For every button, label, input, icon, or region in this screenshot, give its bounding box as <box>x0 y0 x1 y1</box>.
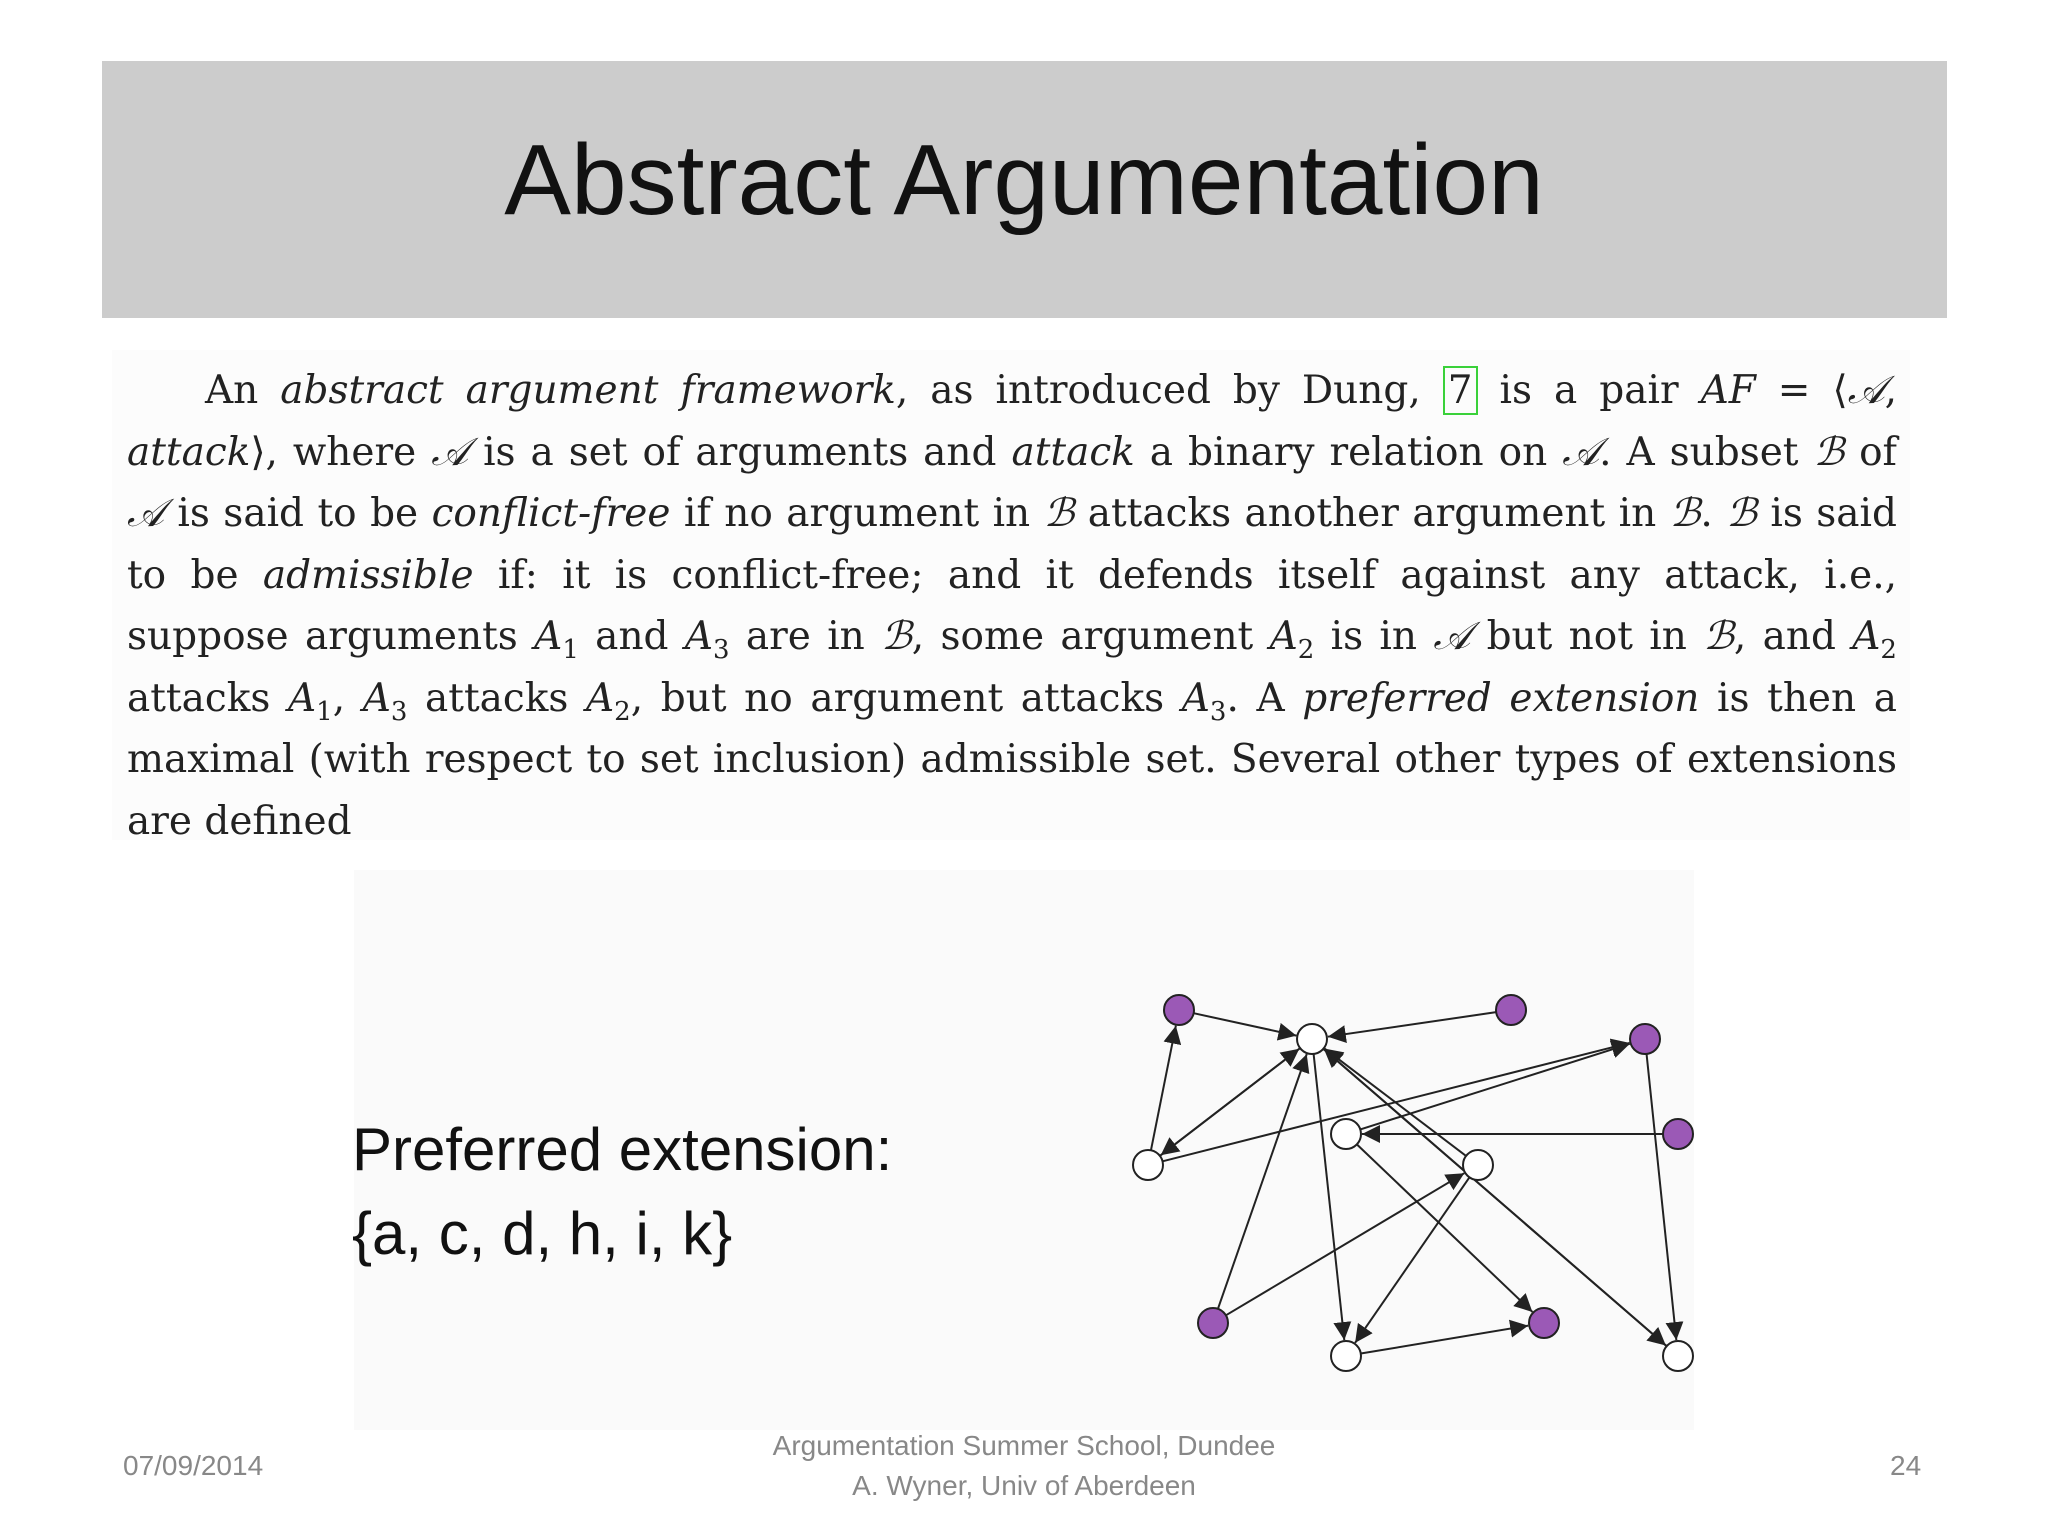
paper-text: . A <box>1226 675 1303 721</box>
paper-text: attacks another argument in <box>1074 491 1670 536</box>
footer-author: A. Wyner, Univ of Aberdeen <box>852 1470 1196 1501</box>
math-subscript: 3 <box>713 634 730 665</box>
math-set-b: ℬ <box>1669 491 1701 536</box>
paper-text: , some argument <box>911 614 1270 659</box>
paper-text: is then a maximal (with respect to set inclusion) admissible set. Several other types of extensions are defined <box>127 675 1897 844</box>
math-a: A <box>287 675 317 721</box>
paper-text: attacks <box>407 675 586 721</box>
footer-event: Argumentation Summer School, Dundee <box>772 1430 1276 1461</box>
paper-text: is in <box>1314 614 1434 659</box>
math-set-b: ℬ <box>881 614 912 659</box>
math-set-b: ℬ <box>1726 491 1757 536</box>
paper-text: , <box>1884 368 1897 413</box>
attack-edge <box>1323 1049 1666 1346</box>
accepted-argument-node <box>1529 1308 1559 1338</box>
attack-edge <box>1647 1054 1677 1340</box>
paper-text: if: it is conflict-free; and it defends itself against any attack, i.e., suppose arguments <box>127 552 1897 659</box>
accepted-argument-node <box>1663 1119 1693 1149</box>
paper-text: . A subset <box>1599 429 1814 475</box>
math-set-a: 𝒜 <box>1562 429 1600 475</box>
rejected-argument-node <box>1331 1341 1361 1371</box>
accepted-argument-node <box>1198 1308 1228 1338</box>
math-a: A <box>1181 675 1210 721</box>
attack-edge <box>1218 1054 1307 1309</box>
footer-date: 07/09/2014 <box>123 1450 264 1481</box>
paper-text: An <box>205 368 281 413</box>
math-subscript: 1 <box>562 634 579 665</box>
term-preferred-extension: preferred extension <box>1302 675 1700 721</box>
term-conflict-free: conflict-free <box>431 491 671 536</box>
preferred-extension-label <box>352 1108 892 1276</box>
math-subscript: 1 <box>316 696 333 727</box>
math-set-a: 𝒜 <box>127 491 164 536</box>
paper-text: , and <box>1733 614 1853 659</box>
paper-text: is a set of arguments and <box>468 429 1012 475</box>
attack-edge <box>1357 1144 1533 1312</box>
attack-edge <box>1355 1177 1469 1342</box>
math-set-a: 𝒜 <box>1847 368 1885 413</box>
paper-text: a binary relation on <box>1134 429 1563 475</box>
term-admissible: admissible <box>262 552 474 598</box>
attack-edge <box>1151 1026 1176 1151</box>
paper-text: is said to be <box>163 491 432 536</box>
paper-text: is a pair <box>1477 368 1701 413</box>
rejected-argument-node <box>1331 1119 1361 1149</box>
paper-text: and <box>578 614 685 659</box>
math-a: A <box>534 614 563 659</box>
rejected-argument-node <box>1133 1150 1163 1180</box>
math-set-b: ℬ <box>1703 614 1734 659</box>
math-a: A <box>1852 614 1881 659</box>
attack-edge <box>1361 1326 1528 1354</box>
accepted-argument-node <box>1164 995 1194 1025</box>
paper-text: attacks <box>127 675 288 721</box>
paper-text: . <box>1700 491 1727 536</box>
paper-text: are in <box>729 614 882 659</box>
math-af: AF <box>1700 368 1756 413</box>
preferred-extension-heading: Preferred extension: <box>352 1116 893 1183</box>
paper-text: , <box>332 675 363 721</box>
paper-text: ⟩, where <box>250 429 432 475</box>
attack-edge <box>1314 1054 1345 1340</box>
math-subscript: 3 <box>1209 696 1227 727</box>
paper-text: = ⟨ <box>1755 368 1848 413</box>
math-subscript: 2 <box>1880 634 1897 665</box>
rejected-argument-node <box>1663 1341 1693 1371</box>
math-a: A <box>1269 614 1298 659</box>
math-a: A <box>684 614 714 659</box>
footer-credits <box>624 1426 1424 1506</box>
preferred-extension-set: {a, c, d, h, i, k} <box>352 1200 733 1267</box>
page-number: 24 <box>1890 1450 1922 1481</box>
math-subscript: 2 <box>614 696 631 727</box>
attack-edge <box>1194 1013 1297 1035</box>
math-set-b: ℬ <box>1043 491 1075 536</box>
math-subscript: 2 <box>1297 634 1315 665</box>
math-a: A <box>586 675 615 721</box>
term-abstract-argument-framework: abstract argument framework <box>280 368 896 413</box>
rejected-argument-node <box>1297 1024 1327 1054</box>
attack-edge <box>1161 1048 1300 1155</box>
paper-excerpt <box>127 360 1897 852</box>
math-set-a: 𝒜 <box>1433 614 1471 659</box>
paper-text: but not in <box>1470 614 1704 659</box>
math-attack: attack <box>1011 429 1135 475</box>
paper-text: , but no argument attacks <box>630 675 1182 721</box>
rejected-argument-node <box>1463 1150 1493 1180</box>
paper-text: is said to be <box>127 491 1897 598</box>
attack-edge <box>1226 1173 1464 1315</box>
paper-text: , as introduced by Dung, <box>895 368 1443 413</box>
slide-title: Abstract Argumentation <box>504 124 1544 236</box>
paper-text: if no argument in <box>670 491 1044 536</box>
graph-edges <box>1151 1012 1676 1353</box>
argument-graph <box>1100 960 1720 1390</box>
math-set-b: ℬ <box>1813 429 1845 475</box>
math-a: A <box>362 675 391 721</box>
math-attack: attack <box>127 429 251 475</box>
accepted-argument-node <box>1496 995 1526 1025</box>
accepted-argument-node <box>1630 1024 1660 1054</box>
paper-text: of <box>1844 429 1897 475</box>
attack-edge <box>1328 1012 1496 1037</box>
math-subscript: 3 <box>390 696 408 727</box>
citation-link[interactable]: 7 <box>1443 366 1478 415</box>
math-set-a: 𝒜 <box>431 429 469 475</box>
